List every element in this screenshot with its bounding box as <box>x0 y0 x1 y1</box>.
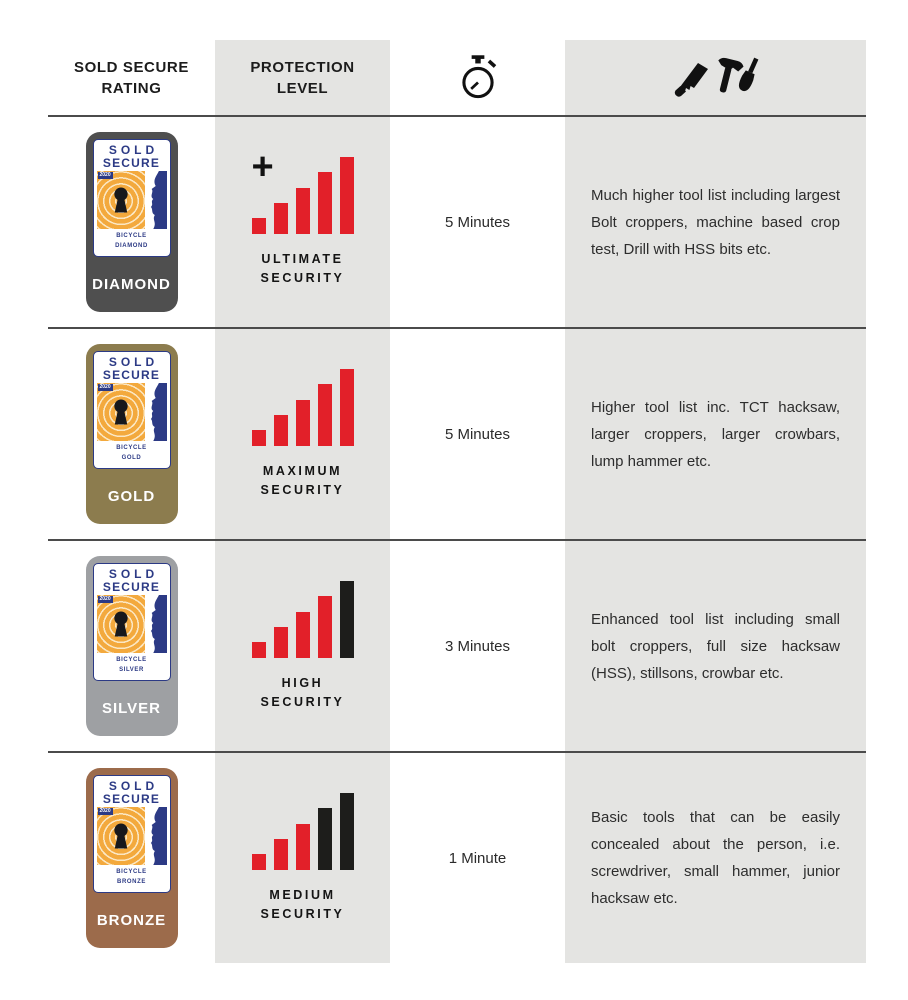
rating-header-line1: SOLD SECURE <box>74 58 189 76</box>
stopwatch-icon <box>458 55 498 101</box>
protection-bar <box>274 839 288 870</box>
security-level-line1: ULTIMATE <box>261 251 344 266</box>
protection-bar <box>318 384 332 446</box>
protection-header-cell <box>215 40 390 115</box>
row-silver <box>48 541 866 751</box>
separator <box>48 751 866 753</box>
description-text: Higher tool list inc. TCT hacksaw, larger croppers, larger crowbars, lump hammer etc. <box>591 398 840 470</box>
protection-bar <box>318 808 332 870</box>
brand-line2: SECURE <box>102 579 161 594</box>
keyhole-icon <box>111 185 131 215</box>
protection-bar <box>340 793 354 870</box>
time-text: 3 Minutes <box>444 637 511 655</box>
year-chip: 2020 <box>99 808 111 815</box>
sold-secure-badge <box>86 344 178 524</box>
time-cell <box>390 329 565 539</box>
year-chip: 2020 <box>99 596 111 603</box>
brand-line2: SECURE <box>102 367 161 382</box>
logo-row <box>94 171 170 229</box>
security-level-line2: SECURITY <box>260 907 345 921</box>
protection-bar <box>296 188 310 234</box>
protection-header-line2: LEVEL <box>276 79 329 97</box>
keyhole-panel <box>97 171 145 229</box>
security-level-label <box>260 462 344 501</box>
badge-category <box>94 444 170 463</box>
face-profile-icon <box>146 171 167 229</box>
tools-header-cell <box>565 40 866 115</box>
security-level-line2: SECURITY <box>260 695 345 709</box>
protection-bar <box>340 157 354 234</box>
rating-header-label <box>74 57 189 99</box>
badge-cell <box>48 541 215 751</box>
logo-row <box>94 595 170 653</box>
badge-name: SILVER <box>101 700 162 717</box>
badge-card <box>93 351 171 469</box>
protection-bar <box>318 172 332 234</box>
badge-cell <box>48 329 215 539</box>
keyhole-panel <box>97 595 145 653</box>
face-profile-icon <box>146 807 167 865</box>
time-text: 5 Minutes <box>444 425 511 443</box>
security-level-line1: MEDIUM <box>269 887 336 902</box>
protection-bar <box>252 430 266 446</box>
category-line1: BICYCLE <box>116 869 147 876</box>
time-text: 5 Minutes <box>444 213 511 231</box>
logo-row <box>94 383 170 441</box>
protection-chart <box>252 368 354 446</box>
description-cell <box>565 753 866 963</box>
separator <box>48 327 866 329</box>
protection-cell <box>215 753 390 963</box>
time-cell <box>390 117 565 327</box>
separator <box>48 539 866 541</box>
badge-card <box>93 775 171 893</box>
security-level-line2: SECURITY <box>260 271 345 285</box>
protection-chart-block <box>252 580 354 713</box>
protection-bar <box>274 627 288 658</box>
keyhole-icon <box>111 821 131 851</box>
protection-chart <box>252 580 354 658</box>
brand-line1: SOLD <box>108 779 159 793</box>
brand-line1: SOLD <box>108 143 159 157</box>
badge-name: BRONZE <box>96 912 167 929</box>
protection-chart-block <box>251 145 354 289</box>
row-bronze <box>48 753 866 963</box>
protection-bar <box>340 581 354 658</box>
time-cell <box>390 753 565 963</box>
sold-secure-badge <box>86 556 178 736</box>
row-gold <box>48 329 866 539</box>
face-profile-icon <box>146 595 167 653</box>
category-line1: BICYCLE <box>116 233 147 240</box>
comparison-table <box>48 40 866 963</box>
description-text: Much higher tool list including largest Bolt croppers, machine based crop test, Drill with HSS bits etc. <box>591 186 840 258</box>
security-level-label <box>260 674 344 713</box>
time-text: 1 Minute <box>448 849 507 867</box>
protection-bar <box>296 400 310 446</box>
keyhole-panel <box>97 383 145 441</box>
category-line1: BICYCLE <box>116 445 147 452</box>
protection-chart <box>251 145 354 234</box>
security-level-label <box>260 250 344 289</box>
logo-row <box>94 807 170 865</box>
protection-cell <box>215 329 390 539</box>
plus-sign: + <box>251 145 274 188</box>
protection-chart-block <box>252 792 354 925</box>
protection-chart-block <box>252 368 354 501</box>
protection-bar <box>274 203 288 234</box>
badge-category <box>94 868 170 887</box>
protection-cell <box>215 117 390 327</box>
category-line1: BICYCLE <box>116 657 147 664</box>
security-level-line2: SECURITY <box>260 483 345 497</box>
badge-name: GOLD <box>107 488 156 505</box>
protection-bar <box>296 612 310 658</box>
protection-bar <box>252 854 266 870</box>
description-text: Enhanced tool list including small bolt croppers, full size hacksaw (HSS), stillsons, crowbar etc. <box>591 610 840 682</box>
category-line2: BRONZE <box>117 878 146 885</box>
protection-header-label <box>250 57 354 99</box>
protection-bar <box>296 824 310 870</box>
badge-cell <box>48 753 215 963</box>
saw-hammer-screwdriver-icon <box>672 55 760 101</box>
protection-bar <box>252 218 266 234</box>
protection-cell <box>215 541 390 751</box>
header-row <box>48 40 866 115</box>
time-cell <box>390 541 565 751</box>
category-line2: DIAMOND <box>115 242 148 249</box>
keyhole-panel <box>97 807 145 865</box>
description-cell <box>565 329 866 539</box>
time-header-cell <box>390 40 565 115</box>
brand-line2: SECURE <box>102 791 161 806</box>
protection-bar <box>252 642 266 658</box>
description-cell <box>565 117 866 327</box>
category-line2: SILVER <box>119 666 144 673</box>
security-level-label <box>260 886 344 925</box>
rating-header-cell <box>48 40 215 115</box>
rating-header-line2: RATING <box>101 79 162 97</box>
protection-chart <box>252 792 354 870</box>
year-chip: 2020 <box>99 172 111 179</box>
badge-category <box>94 232 170 251</box>
protection-bar <box>318 596 332 658</box>
category-line2: GOLD <box>121 454 142 461</box>
badge-cell <box>48 117 215 327</box>
description-cell <box>565 541 866 751</box>
protection-bar <box>274 415 288 446</box>
face-profile-icon <box>146 383 167 441</box>
sold-secure-badge <box>86 768 178 948</box>
keyhole-icon <box>111 397 131 427</box>
security-level-line1: MAXIMUM <box>262 463 343 478</box>
badge-name: DIAMOND <box>92 276 171 293</box>
protection-header-line1: PROTECTION <box>250 58 355 76</box>
protection-bar <box>340 369 354 446</box>
year-chip: 2020 <box>99 384 111 391</box>
badge-category <box>94 656 170 675</box>
separator <box>48 115 866 117</box>
badge-card <box>93 139 171 257</box>
brand-line1: SOLD <box>108 567 159 581</box>
brand-line2: SECURE <box>102 155 161 170</box>
badge-card <box>93 563 171 681</box>
sold-secure-badge <box>86 132 178 312</box>
keyhole-icon <box>111 609 131 639</box>
row-diamond <box>48 117 866 327</box>
security-level-line1: HIGH <box>281 675 324 690</box>
brand-line1: SOLD <box>108 355 159 369</box>
description-text: Basic tools that can be easily concealed about the person, i.e. screwdriver, small hammer, junior hacksaw etc. <box>591 809 840 907</box>
